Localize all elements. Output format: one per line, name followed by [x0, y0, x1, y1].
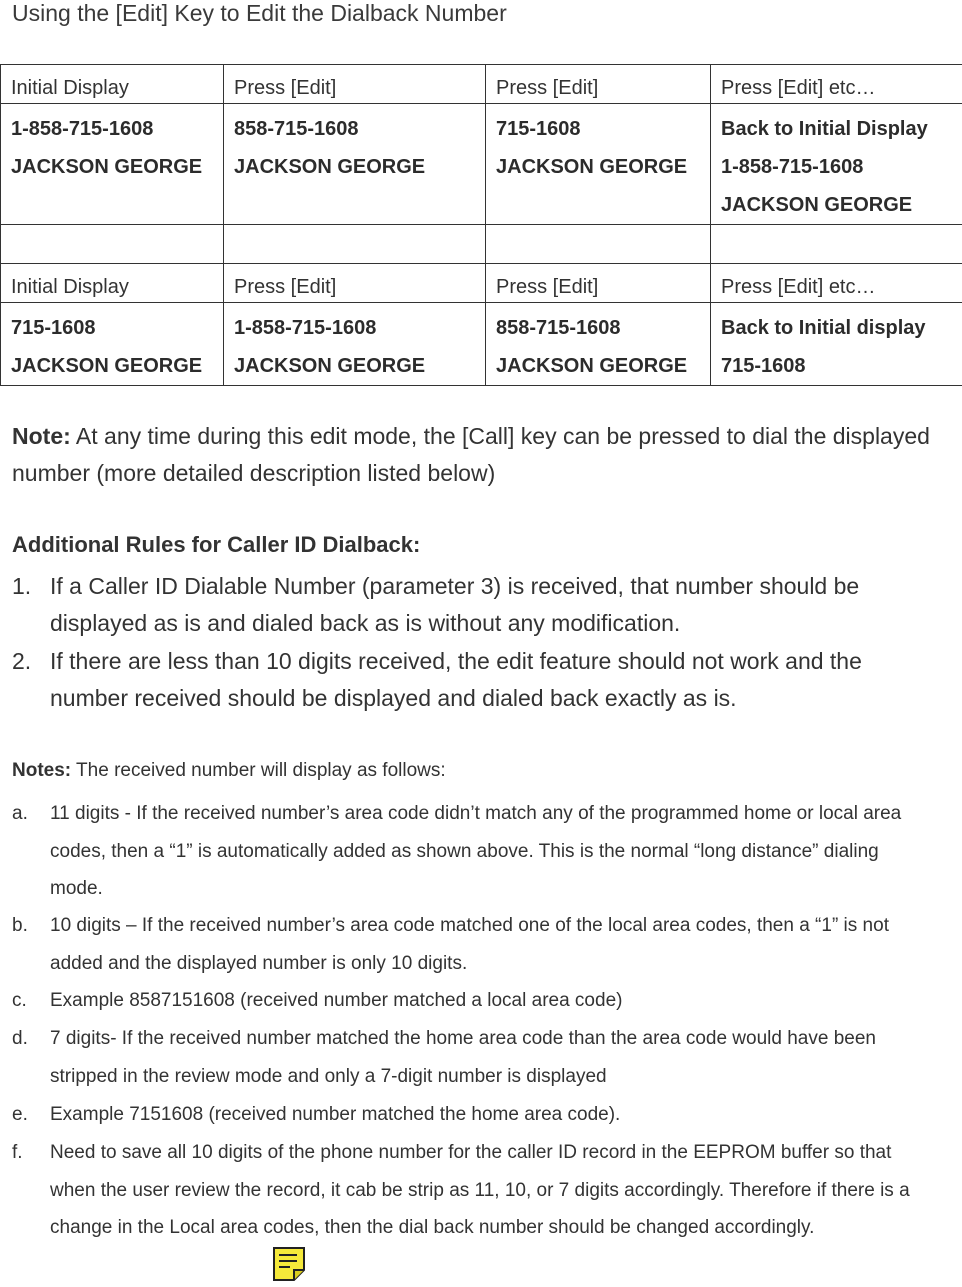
table-value-row-2	[1, 303, 962, 386]
table-header-cell: Press [Edit]	[224, 65, 486, 104]
sticky-note-icon[interactable]	[272, 1246, 306, 1282]
notes-intro: The received number will display as follows:	[71, 760, 446, 781]
list-item: a. 11 digits - If the received number’s area code didn’t match any of the programmed home or local area codes, then a “1” is automatically added as shown above. This is the normal “long distance” dialing mode.	[12, 795, 917, 908]
table-cell: Back to Initial display 715-1608	[711, 303, 962, 386]
list-item: b. 10 digits – If the received number’s area code matched one of the local area codes, then a “1” is not added and the displayed number is only 10 digits.	[12, 907, 917, 982]
note-paragraph	[12, 418, 932, 492]
dialback-table	[0, 64, 962, 386]
list-item: f. Need to save all 10 digits of the phone number for the caller ID record in the EEPROM buffer so that when the user review the record, it cab be strip as 11, 10, or 7 digits accordingly. Therefore if there is a change in the Local area codes, then the dial back number should be changed accordingly.	[12, 1134, 917, 1247]
table-header-cell: Press [Edit]	[486, 65, 711, 104]
table-header-row-2	[1, 264, 962, 303]
table-header-cell: Press [Edit]	[486, 264, 711, 303]
table-header-row-1	[1, 65, 962, 104]
table-header-cell: Press [Edit] etc…	[711, 264, 962, 303]
note-label: Note:	[12, 423, 71, 449]
notes-label: Notes:	[12, 760, 71, 781]
notes-heading	[12, 760, 446, 782]
table-empty-row	[1, 225, 962, 264]
table-header-cell: Press [Edit]	[224, 264, 486, 303]
table-header-cell: Press [Edit] etc…	[711, 65, 962, 104]
table-header-cell: Initial Display	[1, 65, 224, 104]
table-cell: 858-715-1608 JACKSON GEORGE	[224, 104, 486, 225]
table-cell: 715-1608 JACKSON GEORGE	[1, 303, 224, 386]
table-cell: 858-715-1608 JACKSON GEORGE	[486, 303, 711, 386]
page-title: Using the [Edit] Key to Edit the Dialback Number	[12, 0, 507, 27]
table-value-row-1	[1, 104, 962, 225]
rule-item: 1. If a Caller ID Dialable Number (parameter 3) is received, that number should be displayed as is and dialed back as is without any modification.	[12, 568, 932, 642]
list-item: c. Example 8587151608 (received number matched a local area code)	[12, 982, 917, 1020]
table-cell: 715-1608 JACKSON GEORGE	[486, 104, 711, 225]
rule-item: 2. If there are less than 10 digits received, the edit feature should not work and the number received should be displayed and dialed back exactly as is.	[12, 643, 932, 717]
table-header-cell: Initial Display	[1, 264, 224, 303]
table-cell: 1-858-715-1608 JACKSON GEORGE	[1, 104, 224, 225]
list-item: e. Example 7151608 (received number matched the home area code).	[12, 1096, 917, 1134]
list-item: d. 7 digits- If the received number matched the home area code than the area code would have been stripped in the review mode and only a 7-digit number is displayed	[12, 1020, 917, 1095]
rules-heading: Additional Rules for Caller ID Dialback:	[12, 532, 420, 558]
note-text: At any time during this edit mode, the [Call] key can be pressed to dial the displayed number (more detailed description listed below)	[12, 423, 930, 486]
table-cell: Back to Initial Display 1-858-715-1608 JACKSON GEORGE	[711, 104, 962, 225]
table-cell: 1-858-715-1608 JACKSON GEORGE	[224, 303, 486, 386]
